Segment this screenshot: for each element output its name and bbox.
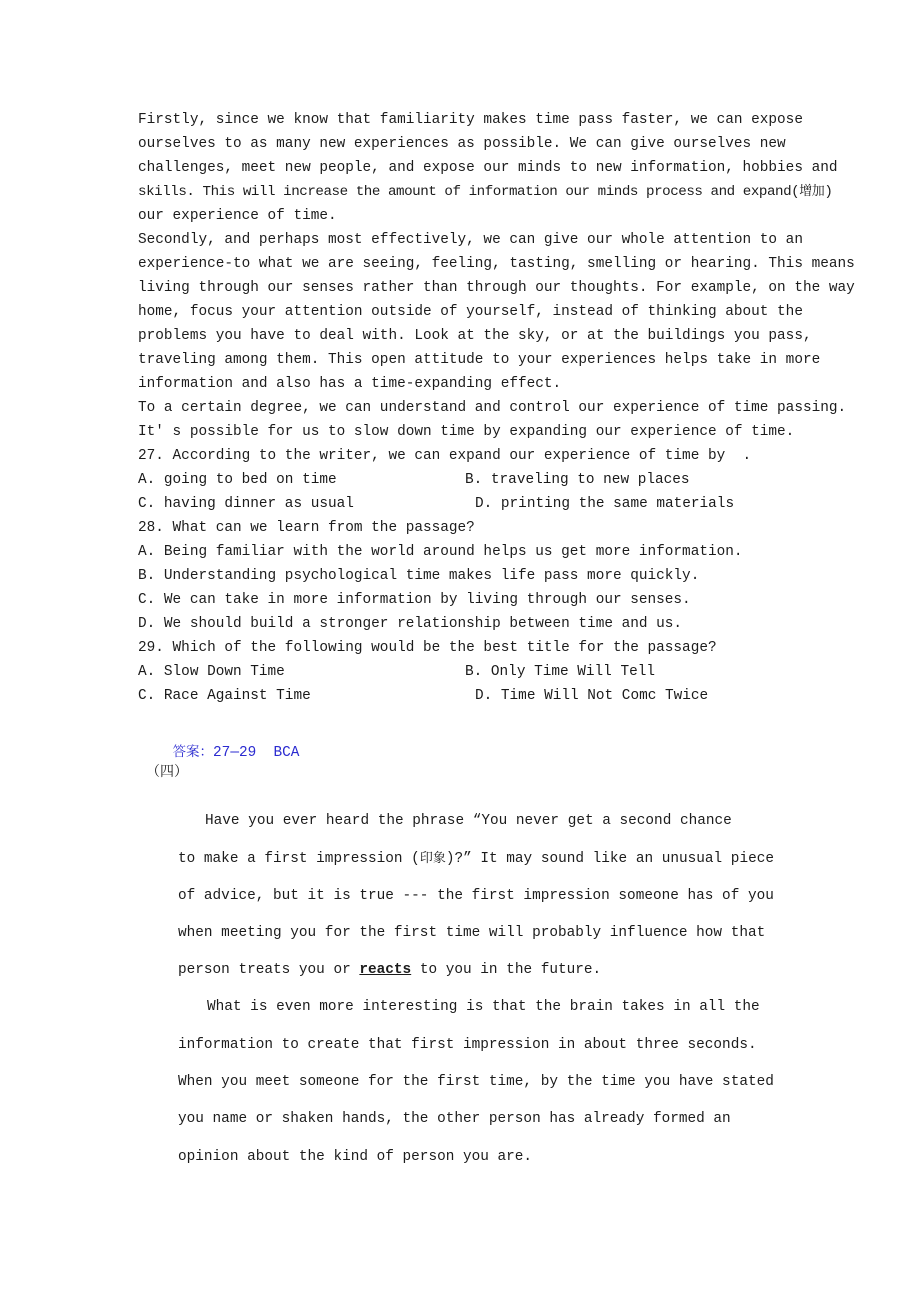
passage-line: Have you ever heard the phrase “You never get a second chance xyxy=(205,813,732,829)
question-stem: 28. What can we learn from the passage? xyxy=(138,520,475,536)
passage-line: you name or shaken hands, the other person has already formed an xyxy=(178,1111,731,1128)
passage-line: our experience of time. xyxy=(138,208,337,224)
option-choice[interactable]: C. having dinner as usual xyxy=(138,496,354,512)
option-choice[interactable]: C. We can take in more information by living through our senses. xyxy=(138,592,691,608)
passage-line: experience-to what we are seeing, feeling, tasting, smelling or hearing. This means xyxy=(138,256,855,272)
option-row xyxy=(138,468,786,492)
passage-line: challenges, meet new people, and expose our minds to new information, hobbies and xyxy=(138,160,838,176)
passage-two-container xyxy=(178,803,788,1176)
cjk-gloss: 印象 xyxy=(419,851,446,867)
passage-line: person treats you or reacts to you in the future. xyxy=(178,962,602,979)
passage-line: When you meet someone for the first time, by the time you have stated xyxy=(178,1074,774,1091)
option-choice[interactable]: A. Slow Down Time xyxy=(138,664,285,680)
question-stem: 27. According to the writer, we can expand our experience of time by . xyxy=(138,448,752,464)
passage-line: To a certain degree, we can understand and control our experience of time passing. xyxy=(138,400,847,416)
passage-line: information and also has a time-expanding effect. xyxy=(138,376,562,392)
passage-line: Secondly, and perhaps most effectively, we can give our whole attention to an xyxy=(138,232,803,248)
answer-key-label: 答案： xyxy=(172,744,214,760)
option-choice[interactable]: B. Only Time Will Tell xyxy=(465,664,655,680)
passage-line: problems you have to deal with. Look at the sky, or at the buildings you pass, xyxy=(138,328,812,344)
answer-key-gap xyxy=(256,745,273,761)
answer-key-range: 27—29 xyxy=(213,745,257,761)
passage-line: living through our senses rather than through our thoughts. For example, on the way xyxy=(138,280,855,296)
passage-line: ourselves to as many new experiences as possible. We can give ourselves new xyxy=(138,136,786,152)
option-choice[interactable]: D. printing the same materials xyxy=(475,496,735,512)
passage-line: It' s possible for us to slow down time by expanding our experience of time. xyxy=(138,424,795,440)
option-choice[interactable]: B. traveling to new places xyxy=(465,472,690,488)
question-stem: 29. Which of the following would be the best title for the passage? xyxy=(138,640,717,656)
passage-line: of advice, but it is true --- the first impression someone has of you xyxy=(178,887,774,904)
passage-line: when meeting you for the first time will probably influence how that xyxy=(178,924,766,941)
option-choice[interactable]: C. Race Against Time xyxy=(138,688,311,704)
option-choice[interactable]: A. Being familiar with the world around helps us get more information. xyxy=(138,544,743,560)
passage-line: skills. This will increase the amount of information our minds process and expand(增加) xyxy=(138,184,833,200)
passage-line: opinion about the kind of person you are. xyxy=(178,1148,533,1165)
passage-line: What is even more interesting is that the brain takes in all the xyxy=(207,999,760,1016)
passage-one-container xyxy=(138,108,855,708)
passage-line: Firstly, since we know that familiarity makes time pass faster, we can expose xyxy=(138,112,803,128)
option-row xyxy=(138,492,786,516)
option-choice[interactable]: A. going to bed on time xyxy=(138,472,337,488)
option-row xyxy=(138,660,786,684)
passage-line: to make a first impression (印象)?” It may sound like an unusual piece xyxy=(178,851,774,868)
emphasized-word: reacts xyxy=(359,962,412,979)
option-choice[interactable]: D. We should build a stronger relationship between time and us. xyxy=(138,616,683,632)
passage-line: information to create that first impression in about three seconds. xyxy=(178,1036,757,1053)
option-row xyxy=(138,684,786,708)
passage-line: traveling among them. This open attitude to your experiences helps take in more xyxy=(138,352,821,368)
section-heading-four: （四） xyxy=(146,764,188,780)
cjk-gloss: 增加 xyxy=(799,184,825,199)
answer-key-answers: BCA xyxy=(273,745,300,761)
passage-line: home, focus your attention outside of yourself, instead of thinking about the xyxy=(138,304,803,320)
option-choice[interactable]: D. Time Will Not Comc Twice xyxy=(475,688,709,704)
option-choice[interactable]: B. Understanding psychological time makes life pass more quickly. xyxy=(138,568,700,584)
